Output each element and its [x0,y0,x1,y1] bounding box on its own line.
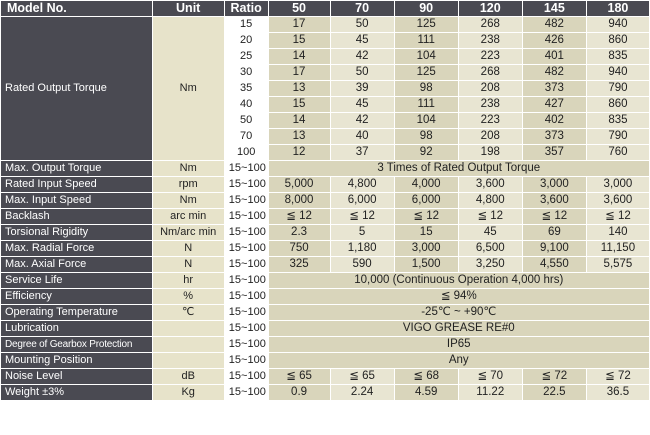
value-cell: 223 [459,113,522,128]
value-cell: 3,000 [523,177,586,192]
value-cell: 125 [395,65,458,80]
value-cell: 36.5 [587,385,649,400]
spec-label: Efficiency [1,289,152,304]
value-cell: 860 [587,97,649,112]
rated-output-torque-unit: Nm [153,17,224,160]
value-cell: 940 [587,65,649,80]
value-cell: 50 [331,65,394,80]
header-ratio: Ratio [225,1,268,16]
value-cell: 208 [459,129,522,144]
ratio-cell: 30 [225,65,268,80]
spec-label: Backlash [1,209,152,224]
table-row [1,337,649,352]
value-cell: 5 [331,225,394,240]
value-cell: 373 [523,81,586,96]
spec-label: Torsional Rigidity [1,225,152,240]
value-cell: 426 [523,33,586,48]
spec-span-value: -25℃ ~ +90℃ [269,305,649,320]
value-cell: 482 [523,17,586,32]
value-cell: 13 [269,81,330,96]
header-model-90: 90 [395,1,458,16]
value-cell: 0.9 [269,385,330,400]
value-cell: 15 [269,97,330,112]
value-cell: 238 [459,97,522,112]
header-model-70: 70 [331,1,394,16]
value-cell: 790 [587,81,649,96]
table-row [1,321,649,336]
spec-unit: Nm [153,161,224,176]
value-cell: 402 [523,113,586,128]
value-cell: 590 [331,257,394,272]
value-cell: 22.5 [523,385,586,400]
spec-label: Weight ±3% [1,385,152,400]
rated-torque-section [1,17,649,160]
value-cell: 1,500 [395,257,458,272]
spec-span-value: VIGO GREASE RE#0 [269,321,649,336]
value-cell: 4,550 [523,257,586,272]
spec-unit: arc min [153,209,224,224]
value-cell: 104 [395,113,458,128]
ratio-cell: 15~100 [225,273,268,288]
spec-span-value: ≦ 94% [269,289,649,304]
ratio-cell: 35 [225,81,268,96]
value-cell: 268 [459,65,522,80]
value-cell: ≦ 68 [395,369,458,384]
value-cell: ≦ 65 [331,369,394,384]
header-model: Model No. [1,1,152,16]
table-row [1,353,649,368]
spec-label: Degree of Gearbox Protection [1,337,152,352]
spec-unit: % [153,289,224,304]
value-cell: 4.59 [395,385,458,400]
value-cell: 750 [269,241,330,256]
table-row [1,17,649,32]
spec-label: Lubrication [1,321,152,336]
header-model-180: 180 [587,1,649,16]
table-row [1,289,649,304]
value-cell: 5,575 [587,257,649,272]
spec-span-value: 3 Times of Rated Output Torque [269,161,649,176]
value-cell: 4,800 [331,177,394,192]
spec-unit: dB [153,369,224,384]
value-cell: ≦ 12 [331,209,394,224]
value-cell: 427 [523,97,586,112]
value-cell: 45 [331,97,394,112]
table-row [1,241,649,256]
value-cell: 104 [395,49,458,64]
table-row [1,193,649,208]
ratio-cell: 100 [225,145,268,160]
spec-unit: Nm/arc min [153,225,224,240]
value-cell: 238 [459,33,522,48]
table-row [1,177,649,192]
value-cell: 3,600 [587,193,649,208]
header-row [1,1,649,16]
value-cell: 6,000 [331,193,394,208]
value-cell: 2.24 [331,385,394,400]
ratio-cell: 15~100 [225,385,268,400]
value-cell: 3,250 [459,257,522,272]
value-cell: 3,000 [395,241,458,256]
value-cell: 111 [395,33,458,48]
ratio-cell: 15~100 [225,353,268,368]
ratio-cell: 15~100 [225,321,268,336]
value-cell: 835 [587,113,649,128]
spec-label: Max. Output Torque [1,161,152,176]
table-row [1,369,649,384]
spec-label: Max. Axial Force [1,257,152,272]
value-cell: ≦ 72 [523,369,586,384]
table-row [1,385,649,400]
value-cell: ≦ 70 [459,369,522,384]
value-cell: 13 [269,129,330,144]
value-cell: 125 [395,17,458,32]
value-cell: 760 [587,145,649,160]
value-cell: 6,000 [395,193,458,208]
value-cell: 401 [523,49,586,64]
value-cell: ≦ 12 [523,209,586,224]
value-cell: 140 [587,225,649,240]
spec-label: Operating Temperature [1,305,152,320]
value-cell: 325 [269,257,330,272]
spec-label: Max. Input Speed [1,193,152,208]
ratio-cell: 15 [225,17,268,32]
ratio-cell: 15~100 [225,209,268,224]
value-cell: 98 [395,81,458,96]
spec-label: Noise Level [1,369,152,384]
header-unit: Unit [153,1,224,16]
value-cell: 790 [587,129,649,144]
value-cell: 111 [395,97,458,112]
value-cell: 39 [331,81,394,96]
value-cell: ≦ 12 [269,209,330,224]
table-row [1,257,649,272]
ratio-cell: 15~100 [225,241,268,256]
spec-unit: ℃ [153,305,224,320]
value-cell: 5,000 [269,177,330,192]
value-cell: 17 [269,65,330,80]
value-cell: ≦ 72 [587,369,649,384]
ratio-cell: 15~100 [225,369,268,384]
value-cell: 268 [459,17,522,32]
ratio-cell: 15~100 [225,161,268,176]
value-cell: 940 [587,17,649,32]
header-model-50: 50 [269,1,330,16]
spec-label: Mounting Position [1,353,152,368]
value-cell: 4,000 [395,177,458,192]
value-cell: 3,600 [459,177,522,192]
ratio-cell: 15~100 [225,177,268,192]
value-cell: ≦ 65 [269,369,330,384]
value-cell: 15 [269,33,330,48]
table-row [1,225,649,240]
spec-unit: rpm [153,177,224,192]
spec-unit [153,337,224,352]
value-cell: 835 [587,49,649,64]
value-cell: ≦ 12 [587,209,649,224]
ratio-cell: 40 [225,97,268,112]
value-cell: 6,500 [459,241,522,256]
value-cell: 37 [331,145,394,160]
value-cell: 1,180 [331,241,394,256]
value-cell: 11,150 [587,241,649,256]
value-cell: 50 [331,17,394,32]
spec-unit: hr [153,273,224,288]
spec-label: Max. Radial Force [1,241,152,256]
value-cell: 98 [395,129,458,144]
table-row [1,273,649,288]
value-cell: 2.3 [269,225,330,240]
header-model-145: 145 [523,1,586,16]
value-cell: 14 [269,113,330,128]
value-cell: 92 [395,145,458,160]
value-cell: 17 [269,17,330,32]
spec-section [1,161,649,400]
spec-span-value: IP65 [269,337,649,352]
ratio-cell: 15~100 [225,225,268,240]
table-row [1,161,649,176]
value-cell: 40 [331,129,394,144]
spec-span-value: Any [269,353,649,368]
ratio-cell: 70 [225,129,268,144]
ratio-cell: 15~100 [225,193,268,208]
ratio-cell: 25 [225,49,268,64]
value-cell: 42 [331,113,394,128]
rated-output-torque-label: Rated Output Torque [1,17,152,160]
spec-unit: N [153,241,224,256]
value-cell: 11.22 [459,385,522,400]
value-cell: 208 [459,81,522,96]
spec-label: Service Life [1,273,152,288]
ratio-cell: 15~100 [225,305,268,320]
value-cell: 45 [459,225,522,240]
table-row [1,305,649,320]
value-cell: 42 [331,49,394,64]
ratio-cell: 15~100 [225,289,268,304]
value-cell: 860 [587,33,649,48]
value-cell: 4,800 [459,193,522,208]
value-cell: 373 [523,129,586,144]
value-cell: 9,100 [523,241,586,256]
value-cell: 3,600 [523,193,586,208]
value-cell: 3,000 [587,177,649,192]
value-cell: 15 [395,225,458,240]
value-cell: 198 [459,145,522,160]
value-cell: 223 [459,49,522,64]
spec-span-value: 10,000 (Continuous Operation 4,000 hrs) [269,273,649,288]
spec-label: Rated Input Speed [1,177,152,192]
ratio-cell: 15~100 [225,257,268,272]
spec-unit [153,353,224,368]
ratio-cell: 20 [225,33,268,48]
value-cell: 45 [331,33,394,48]
ratio-cell: 50 [225,113,268,128]
value-cell: ≦ 12 [395,209,458,224]
header-model-120: 120 [459,1,522,16]
spec-unit [153,321,224,336]
spec-unit: Kg [153,385,224,400]
value-cell: 69 [523,225,586,240]
value-cell: 12 [269,145,330,160]
value-cell: ≦ 12 [459,209,522,224]
spec-unit: N [153,257,224,272]
value-cell: 482 [523,65,586,80]
value-cell: 357 [523,145,586,160]
table-row [1,209,649,224]
value-cell: 14 [269,49,330,64]
ratio-cell: 15~100 [225,337,268,352]
value-cell: 8,000 [269,193,330,208]
spec-unit: Nm [153,193,224,208]
